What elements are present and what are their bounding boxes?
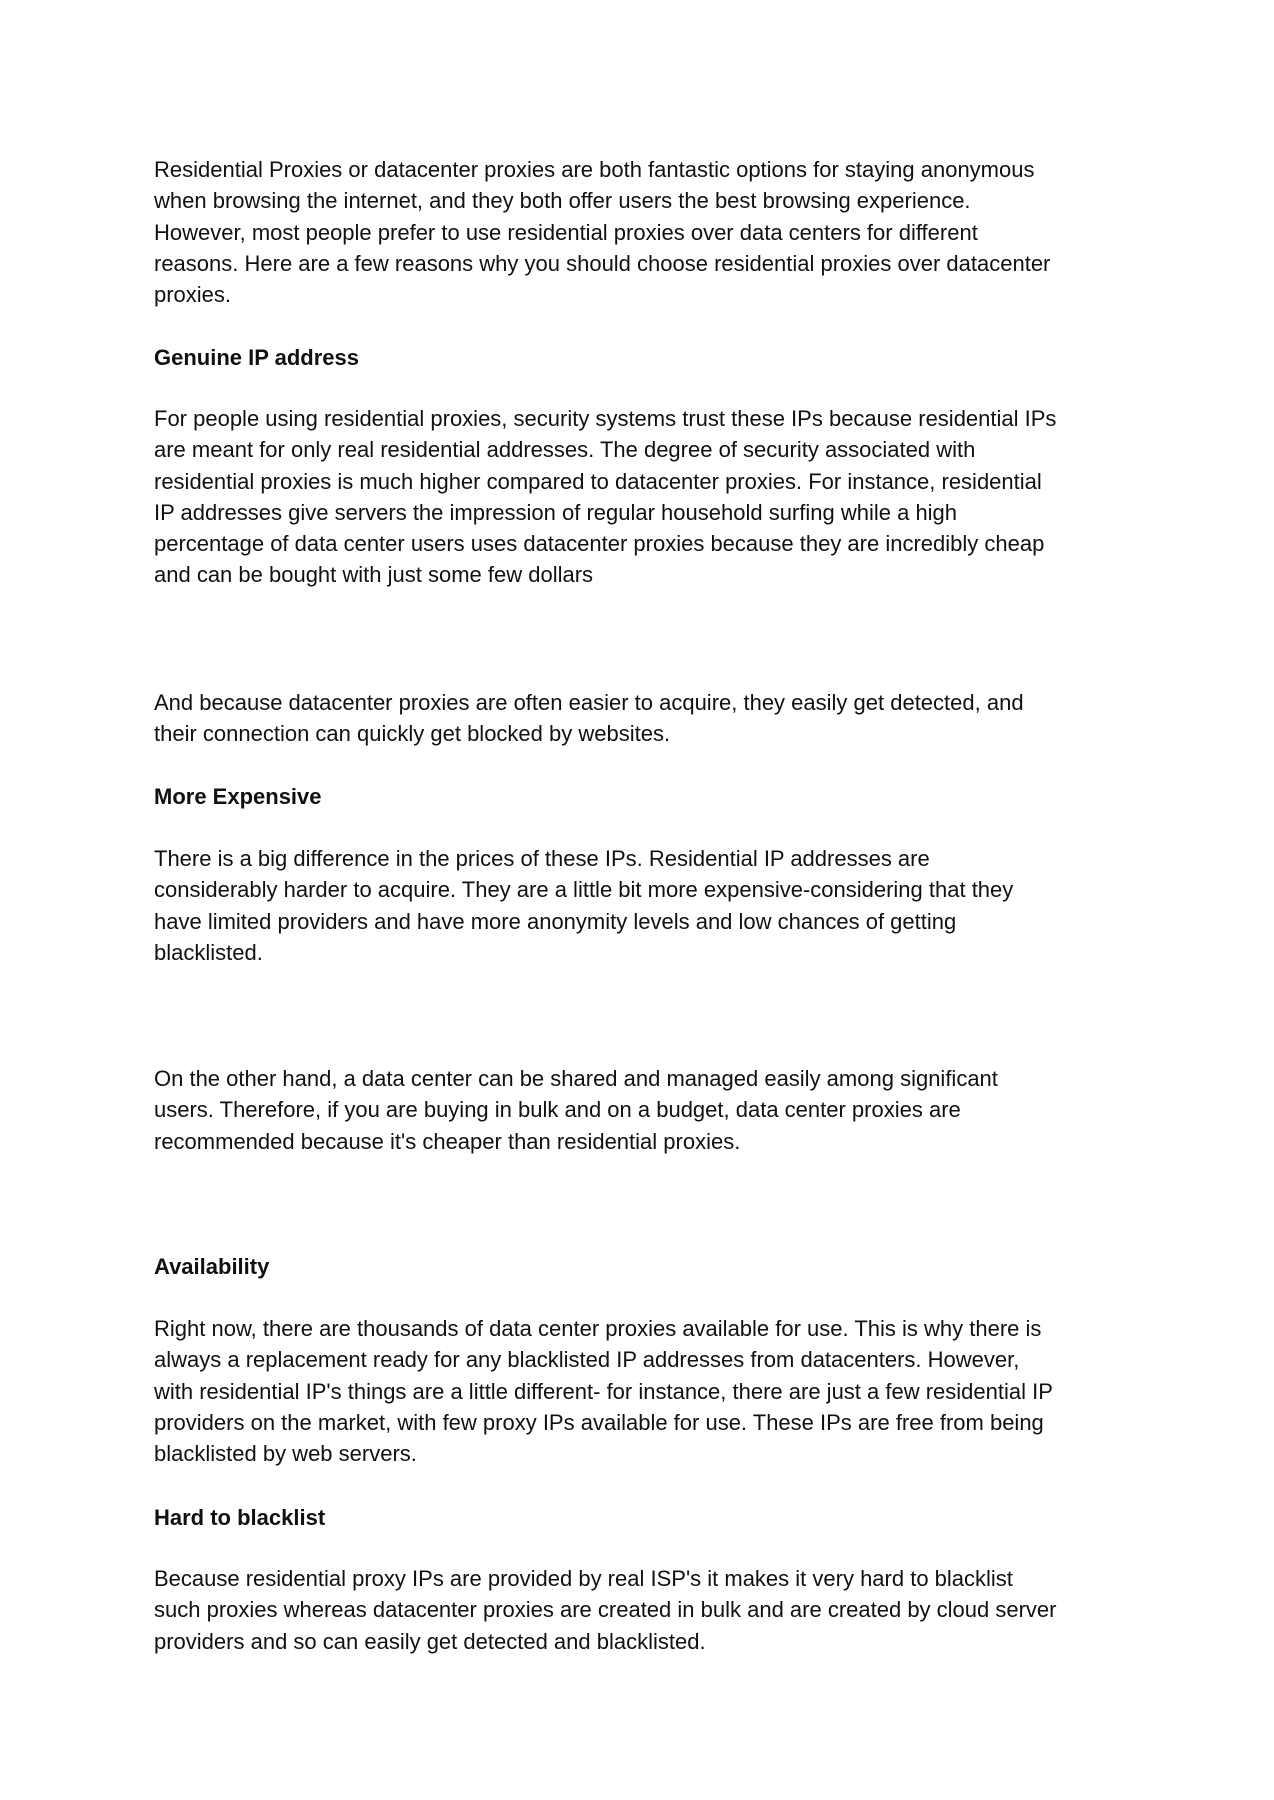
text-line: considerably harder to acquire. They are a little bit more expensive-considering that they <box>154 877 1014 903</box>
paragraph <box>154 843 1154 968</box>
text-line: Right now, there are thousands of data center proxies available for use. This is why there is <box>154 1316 1042 1341</box>
text-line: have limited providers and have more anonymity levels and low chances of getting <box>154 908 957 934</box>
text-line: proxies. <box>154 282 232 308</box>
section-heading <box>154 1502 1154 1533</box>
text-line: Because residential proxy IPs are provided by real ISP's it makes it very hard to blacklist <box>154 1566 1013 1591</box>
section-heading <box>154 342 1154 373</box>
text-line: their connection can quickly get blocked by websites. <box>154 721 671 747</box>
text-line: such proxies whereas datacenter proxies are created in bulk and are created by cloud server <box>154 1597 1057 1623</box>
paragraph <box>154 1063 1154 1157</box>
paragraph <box>154 1313 1154 1469</box>
text-line: Residential Proxies or datacenter proxies are both fantastic options for staying anonymous <box>154 157 1035 182</box>
text-line: There is a big difference in the prices of these IPs. Residential IP addresses are <box>154 846 930 871</box>
paragraph <box>154 403 1154 591</box>
section-heading <box>154 781 1154 812</box>
text-line: blacklisted. <box>154 939 263 965</box>
text-line: Genuine IP address <box>154 345 360 370</box>
paragraph <box>154 1563 1154 1657</box>
text-line: residential proxies is much higher compared to datacenter proxies. For instance, residential <box>154 468 1042 494</box>
text-line: Hard to blacklist <box>154 1505 326 1530</box>
text-line: blacklisted by web servers. <box>154 1441 417 1467</box>
text-line: providers and so can easily get detected and blacklisted. <box>154 1628 706 1654</box>
text-line: always a replacement ready for any blacklisted IP addresses from datacenters. However, <box>154 1347 1020 1373</box>
text-line: when browsing the internet, and they both offer users the best browsing experience. <box>154 188 971 214</box>
paragraph <box>154 687 1154 750</box>
text-line: with residential IP's things are a little different- for instance, there are just a few residential IP <box>154 1378 1053 1404</box>
text-line: IP addresses give servers the impression of regular household surfing while a high <box>154 499 958 525</box>
text-line: users. Therefore, if you are buying in bulk and on a budget, data center proxies are <box>154 1097 961 1123</box>
text-line: are meant for only real residential addresses. The degree of security associated with <box>154 437 976 463</box>
paragraph <box>154 154 1154 310</box>
text-line: percentage of data center users uses datacenter proxies because they are incredibly cheap <box>154 531 1045 557</box>
text-line: providers on the market, with few proxy IPs available for use. These IPs are free from being <box>154 1409 1044 1435</box>
text-line: and can be bought with just some few dollars <box>154 562 594 588</box>
text-line: Availability <box>154 1254 270 1279</box>
text-line: However, most people prefer to use residential proxies over data centers for different <box>154 219 978 245</box>
text-line: recommended because it's cheaper than residential proxies. <box>154 1128 741 1154</box>
text-line: On the other hand, a data center can be shared and managed easily among significant <box>154 1066 998 1091</box>
text-line: For people using residential proxies, security systems trust these IPs because residential IPs <box>154 406 1057 431</box>
text-line: More Expensive <box>154 784 322 809</box>
text-line: reasons. Here are a few reasons why you should choose residential proxies over datacenter <box>154 250 1051 276</box>
section-heading <box>154 1251 1154 1282</box>
text-line: And because datacenter proxies are often easier to acquire, they easily get detected, and <box>154 690 1024 715</box>
